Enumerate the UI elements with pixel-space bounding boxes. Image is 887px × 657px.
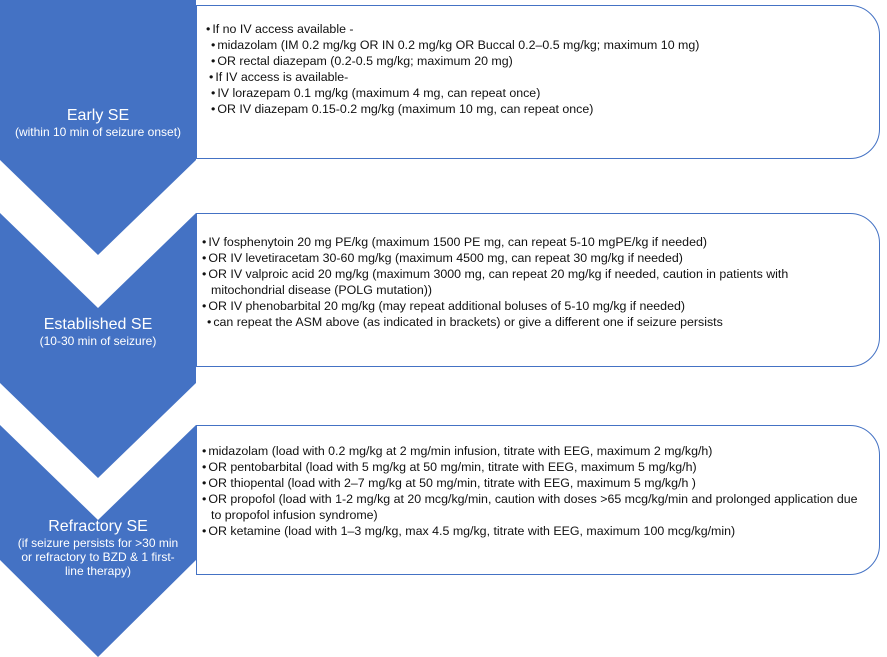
established-se-treatment-box [196, 213, 880, 367]
treatment-list [202, 234, 861, 330]
list-item: • If no IV access available - [206, 21, 871, 37]
list-item: • OR thiopental (load with 2–7 mg/kg at 50 mg/min, titrate with EEG, maximum 5 mg/kg/h ) [202, 475, 861, 491]
stage-subtitle: line therapy) [64, 564, 132, 578]
list-item: • OR IV valproic acid 20 mg/kg (maximum 3000 mg, can repeat 20 mg/kg if needed, caution in patients with mitochondrial disease (POLG mutation)) [202, 266, 861, 298]
stage-subtitle: (if seizure persists for >30 min [17, 536, 179, 550]
list-item: • OR propofol (load with 1-2 mg/kg at 20 mcg/kg/min, caution with doses >65 mcg/kg/min and prolonged application due to propofol infusion syndrome) [202, 491, 861, 523]
list-item: • midazolam (load with 0.2 mg/kg at 2 mg/min infusion, titrate with EEG, maximum 2 mg/kg/h) [202, 443, 861, 459]
treatment-list [202, 443, 861, 539]
stage-subtitle: (within 10 min of seizure onset) [14, 125, 182, 139]
list-item: • OR pentobarbital (load with 5 mg/kg at 50 mg/min, titrate with EEG, maximum 5 mg/kg/h) [202, 459, 861, 475]
stage-subtitle: (10-30 min of seizure) [39, 334, 157, 348]
stage-title: Refractory SE [48, 518, 148, 535]
list-item: • OR IV phenobarbital 20 mg/kg (may repeat additional boluses of 5-10 mg/kg if needed) [202, 298, 861, 314]
stage-title: Early SE [66, 107, 130, 124]
stage-label-established [0, 315, 196, 348]
stage-title: Established SE [43, 316, 153, 333]
early-se-treatment-box [196, 5, 880, 159]
list-item: • OR IV diazepam 0.15-0.2 mg/kg (maximum 10 mg, can repeat once) [206, 101, 871, 117]
list-item: • OR IV levetiracetam 30-60 mg/kg (maximum 4500 mg, can repeat 30 mg/kg if needed) [202, 250, 861, 266]
list-item: • OR rectal diazepam (0.2-0.5 mg/kg; maximum 20 mg) [206, 53, 871, 69]
list-item: • can repeat the ASM above (as indicated in brackets) or give a different one if seizure persists [202, 314, 861, 330]
stage-label-early [0, 106, 196, 139]
list-item: • OR ketamine (load with 1–3 mg/kg, max 4.5 mg/kg, titrate with EEG, maximum 100 mcg/kg/min) [202, 523, 861, 539]
stage-label-refractory [0, 517, 196, 578]
treatment-list [206, 21, 871, 117]
stage-subtitle: or refractory to BZD & 1 first- [21, 550, 175, 564]
list-item: • IV fosphenytoin 20 mg PE/kg (maximum 1500 PE mg, can repeat 5-10 mgPE/kg if needed) [202, 234, 861, 250]
list-item: • If IV access is available- [206, 69, 871, 85]
refractory-se-treatment-box [196, 425, 880, 575]
list-item: • IV lorazepam 0.1 mg/kg (maximum 4 mg, can repeat once) [206, 85, 871, 101]
list-item: • midazolam (IM 0.2 mg/kg OR IN 0.2 mg/kg OR Buccal 0.2–0.5 mg/kg; maximum 10 mg) [206, 37, 871, 53]
